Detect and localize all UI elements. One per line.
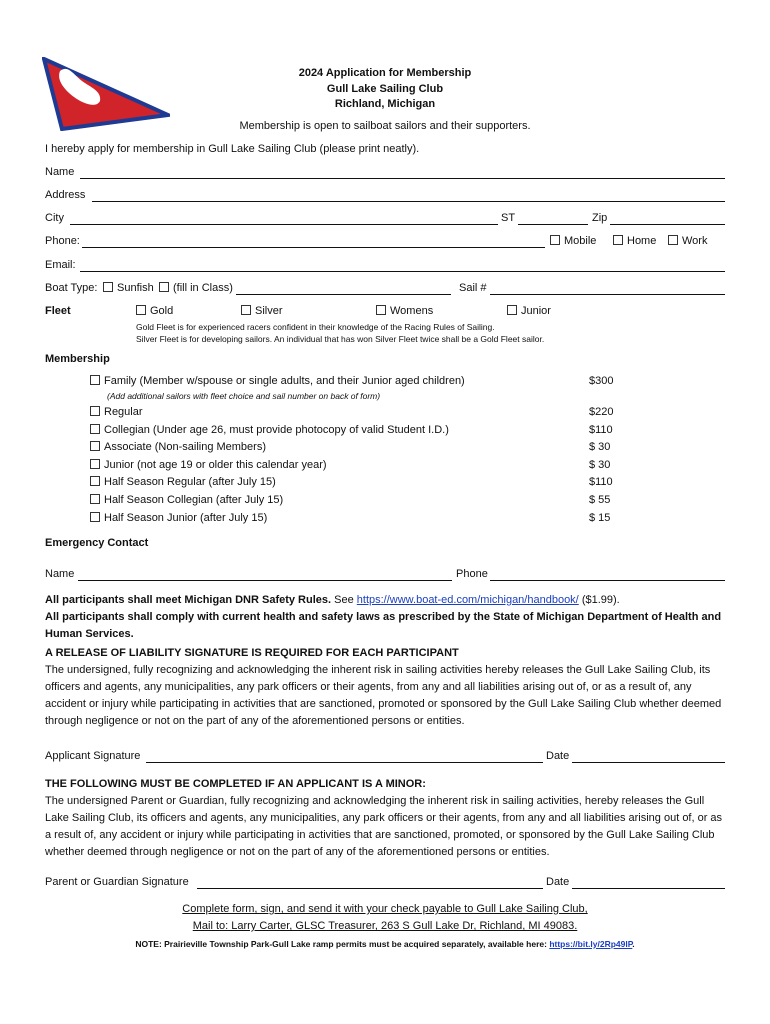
womens-checkbox[interactable] (376, 305, 386, 315)
phone-label: Phone: (45, 235, 80, 247)
emergency-name-field[interactable] (78, 580, 452, 581)
zip-label: Zip (592, 212, 608, 224)
parent-date-field[interactable] (572, 888, 725, 889)
home-checkbox[interactable] (613, 235, 623, 245)
minor-release-text: The undersigned Parent or Guardian, fully recognizing and acknowledging the inherent risk in sailing activities, hereby releases the Gull Lake Sailing Club, its officers and agents, any municipalities, any park officers or their agents, from any and all liabilities arising out of, or as a result of, any accident or injury while participating in activities that are sanctioned, promoted, or sponsored by the Gull Lake Sailing Club whether deemed through negligence or not on the part of any of the aforementioned persons or entities. (45, 795, 723, 858)
dnr-see: See (334, 594, 354, 606)
membership-family-option[interactable]: Family (Member w/spouse or single adults, and their Junior aged children) (90, 375, 465, 387)
ramp-permit-text: NOTE: Prairieville Township Park-Gull Lake ramp permits must be acquired separately, available here: (135, 939, 547, 949)
club-name: Gull Lake Sailing Club (326, 83, 444, 95)
junior-price: $ 30 (589, 459, 611, 471)
intro-text: I hereby apply for membership in Gull Lake Sailing Club (please print neatly). (45, 143, 420, 155)
membership-collegian-option[interactable]: Collegian (Under age 26, must provide photocopy of valid Student I.D.) (90, 424, 449, 436)
collegian-price: $110 (589, 424, 613, 436)
club-location: Richland, Michigan (334, 98, 436, 110)
collegian-checkbox[interactable] (90, 424, 100, 434)
half-junior-price: $ 15 (589, 512, 611, 524)
boat-class-field[interactable] (236, 294, 451, 295)
fleet-womens-option[interactable]: Womens (376, 305, 433, 317)
minor-heading: THE FOLLOWING MUST BE COMPLETED IF AN APPLICANT IS A MINOR: (45, 778, 426, 790)
half-junior-checkbox[interactable] (90, 512, 100, 522)
sail-number-field[interactable] (490, 294, 725, 295)
membership-half-regular-option[interactable]: Half Season Regular (after July 15) (90, 476, 276, 488)
address-label: Address (45, 189, 86, 201)
mailing-address: Mail to: Larry Carter, GLSC Treasurer, 263 S Gull Lake Dr, Richland, MI 49083. (192, 920, 578, 932)
membership-associate-option[interactable]: Associate (Non-sailing Members) (90, 441, 266, 453)
membership-half-collegian-option[interactable]: Half Season Collegian (after July 15) (90, 494, 283, 506)
silver-checkbox[interactable] (241, 305, 251, 315)
sunfish-option[interactable]: Sunfish (103, 282, 154, 294)
form-title: 2024 Application for Membership (298, 67, 472, 79)
regular-price: $220 (589, 406, 614, 418)
work-option[interactable]: Work (668, 235, 707, 247)
name-field[interactable] (80, 178, 725, 179)
sunfish-checkbox[interactable] (103, 282, 113, 292)
membership-regular-option[interactable]: Regular (90, 406, 143, 418)
associate-price: $ 30 (589, 441, 611, 453)
zip-field[interactable] (610, 224, 725, 225)
ramp-permit-note (45, 939, 725, 949)
gold-fleet-note: Gold Fleet is for experienced racers confident in their knowledge of the Racing Rules of Sailing. (136, 322, 495, 332)
emergency-name-label: Name (45, 568, 75, 580)
silver-fleet-note: Silver Fleet is for developing sailors. An individual that has won Silver Fleet twice shall be a Gold Fleet sailor. (136, 334, 545, 344)
emergency-contact-label: Emergency Contact (45, 537, 149, 549)
emergency-phone-label: Phone (456, 568, 488, 580)
other-class-checkbox[interactable] (159, 282, 169, 292)
phone-field[interactable] (82, 247, 545, 248)
work-checkbox[interactable] (668, 235, 678, 245)
city-label: City (45, 212, 64, 224)
half-collegian-price: $ 55 (589, 494, 611, 506)
ramp-permit-link[interactable]: https://bit.ly/2Rp49lP (549, 939, 633, 949)
gold-checkbox[interactable] (136, 305, 146, 315)
st-label: ST (501, 212, 516, 224)
junior-checkbox[interactable] (507, 305, 517, 315)
parent-signature-label: Parent or Guardian Signature (45, 876, 189, 888)
associate-checkbox[interactable] (90, 441, 100, 451)
half-regular-price: $110 (589, 476, 613, 488)
parent-signature-field[interactable] (197, 888, 543, 889)
applicant-signature-field[interactable] (146, 762, 543, 763)
ramp-permit-period: . (632, 939, 635, 949)
club-burgee-logo (42, 57, 170, 131)
st-field[interactable] (518, 224, 588, 225)
email-field[interactable] (80, 271, 725, 272)
health-rules-text: All participants shall comply with current health and safety laws as prescribed by the State of Michigan Department of Health and Human Services. (45, 611, 722, 640)
name-label: Name (45, 166, 75, 178)
regular-checkbox[interactable] (90, 406, 100, 416)
fleet-label: Fleet (45, 305, 71, 317)
fleet-gold-option[interactable]: Gold (136, 305, 173, 317)
sail-label: Sail # (459, 282, 487, 294)
applicant-date-field[interactable] (572, 762, 725, 763)
address-field[interactable] (92, 201, 725, 202)
release-text: The undersigned, fully recognizing and acknowledging the inherent risk in sailing activities hereby releases the Gull Lake Sailing Club, its officers and agents, any municipalities, any park officers or their agents, from any and all liabilities arising out of, or as a result of, any accident or injury while participating in activities that are sanctioned, promoted or sponsored by the Gull Lake Sailing Club whether deemed through negligence or not on the part of any of the aforementioned persons or entities. (45, 664, 722, 727)
family-checkbox[interactable] (90, 375, 100, 385)
dnr-rules-text: All participants shall meet Michigan DNR Safety Rules. (45, 594, 332, 606)
fleet-silver-option[interactable]: Silver (241, 305, 283, 317)
membership-half-junior-option[interactable]: Half Season Junior (after July 15) (90, 512, 267, 524)
applicant-signature-label: Applicant Signature (45, 750, 141, 762)
tagline: Membership is open to sailboat sailors and their supporters. (239, 120, 531, 132)
family-price: $300 (589, 375, 614, 387)
release-heading: A RELEASE OF LIABILITY SIGNATURE IS REQUIRED FOR EACH PARTICIPANT (45, 647, 459, 659)
city-field[interactable] (70, 224, 498, 225)
mobile-option[interactable]: Mobile (550, 235, 596, 247)
applicant-date-label: Date (546, 750, 570, 762)
family-note: (Add additional sailors with fleet choice and sail number on back of form) (107, 391, 381, 401)
email-label: Email: (45, 259, 76, 271)
membership-junior-option[interactable]: Junior (not age 19 or older this calendar year) (90, 459, 327, 471)
dnr-handbook-link[interactable]: https://www.boat-ed.com/michigan/handbook/ (356, 594, 579, 606)
boat-type-label: Boat Type: (45, 282, 98, 294)
dnr-rules-line (45, 594, 620, 606)
mobile-checkbox[interactable] (550, 235, 560, 245)
dnr-price: ($1.99). (581, 594, 620, 606)
half-regular-checkbox[interactable] (90, 476, 100, 486)
parent-date-label: Date (546, 876, 570, 888)
home-option[interactable]: Home (613, 235, 656, 247)
instructions-line-1: Complete form, sign, and send it with your check payable to Gull Lake Sailing Club, (182, 903, 588, 915)
emergency-phone-field[interactable] (490, 580, 725, 581)
half-collegian-checkbox[interactable] (90, 494, 100, 504)
membership-label: Membership (45, 353, 110, 365)
junior-member-checkbox[interactable] (90, 459, 100, 469)
other-class-option[interactable]: (fill in Class) (159, 282, 233, 294)
fleet-junior-option[interactable]: Junior (507, 305, 551, 317)
